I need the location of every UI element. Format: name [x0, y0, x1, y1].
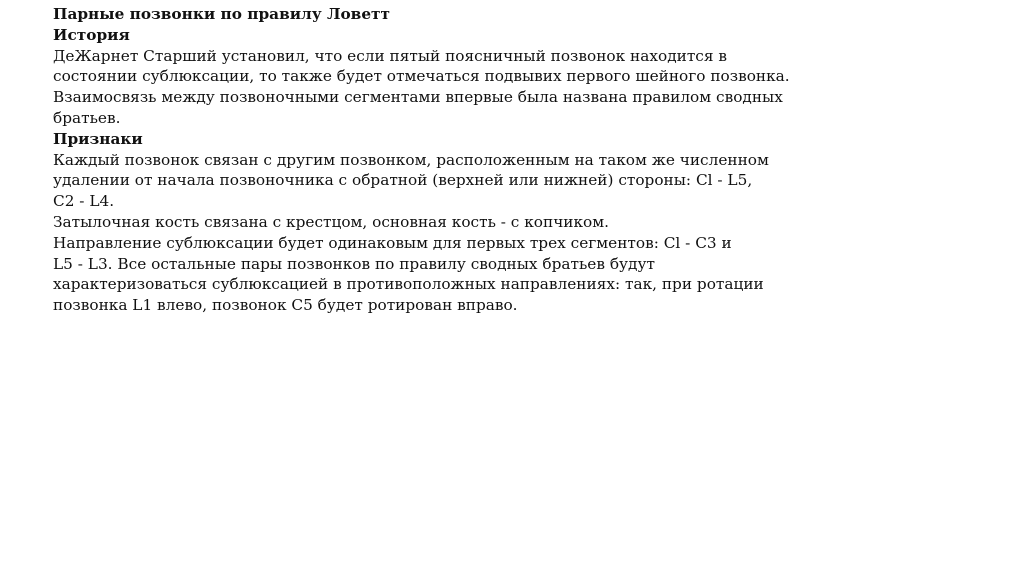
history-text-line: Взаимосвязь между позвоночными сегментами впервые была названа правилом сводных — [53, 88, 783, 107]
signs-text-line: характеризоваться сублюксацией в противоположных направлениях: так, при ротации — [53, 275, 764, 294]
signs-text-line: L5 - L3. Все остальные пары позвонков по правилу сводных братьев будут — [53, 254, 655, 273]
history-text-line: братьев. — [53, 108, 121, 127]
signs-text-line: Затылочная кость связана с крестцом, основная кость - с копчиком. — [53, 212, 610, 231]
signs-text-line: C2 - L4. — [53, 192, 115, 211]
history-text-line: ДеЖарнет Старший установил, что если пятый поясничный позвонок находится в — [53, 46, 727, 65]
document-text-block — [53, 4, 853, 316]
signs-text-line: удалении от начала позвоночника с обратной (верхней или нижней) стороны: Cl - L5, — [53, 171, 753, 190]
signs-text-line: Направление сублюксации будет одинаковым для первых трех сегментов: Cl - C3 и — [53, 233, 732, 252]
section-heading-history: История — [53, 25, 130, 44]
section-heading-signs: Признаки — [53, 129, 143, 148]
signs-text-line: позвонка L1 влево, позвонок C5 будет ротирован вправо. — [53, 296, 518, 315]
document-title: Парные позвонки по правилу Ловетт — [53, 5, 391, 23]
signs-text-line: Каждый позвонок связан с другим позвонком, расположенным на таком же численном — [53, 150, 769, 169]
history-text-line: состоянии сублюксации, то также будет отмечаться подвывих первого шейного позвонка. — [53, 67, 790, 86]
